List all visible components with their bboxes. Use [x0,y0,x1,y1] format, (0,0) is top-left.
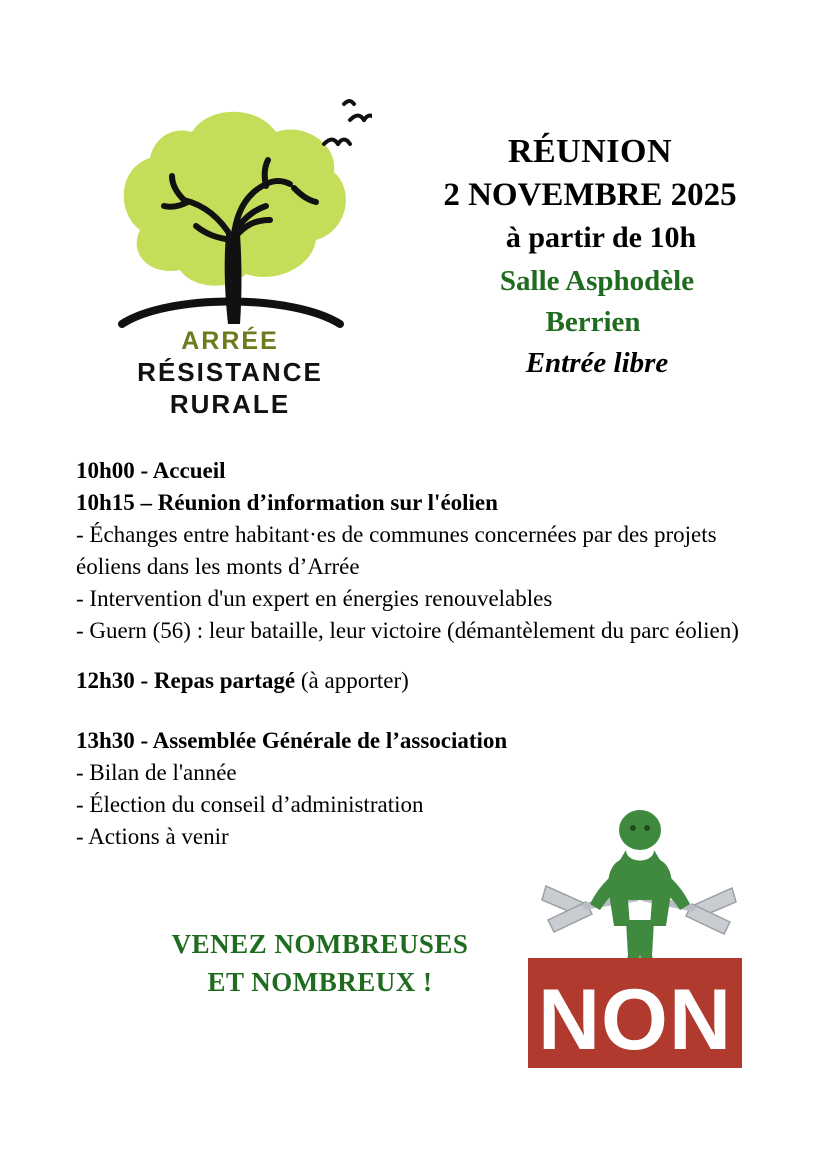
event-city: Berrien [545,306,641,338]
program-item-1-time: 10h00 - [76,458,153,483]
logo [88,88,372,418]
program-bullet-4: - Bilan de l'année [76,760,237,785]
event-date: 2 NOVEMBRE 2025 [443,177,737,213]
non-text: NON [537,972,733,1068]
program-section [76,455,766,853]
logo-line-1: ARRÉE [181,327,279,355]
program-item-1-label: Accueil [152,458,226,483]
program-item-3-note: (à apporter) [295,668,409,693]
logo-line-2: RÉSISTANCE [137,357,323,387]
program-item-3 [76,665,766,697]
non-emblem [528,808,750,1068]
program-item-3-label: 12h30 - Repas partagé [76,668,296,693]
event-entry-note: Entrée libre [525,347,669,379]
event-title: RÉUNION [507,133,673,170]
event-time: à partir de 10h [505,221,697,254]
cta-line-2: ET NOMBREUX ! [207,967,433,997]
call-to-action [110,925,530,1001]
program-item-2: 10h15 – Réunion d’information sur l'éolien [76,490,498,515]
logo-wordmark [88,326,372,420]
program-item-1 [76,455,766,487]
program-bullet-2: - Intervention d'un expert en énergies renouvelables [76,586,553,611]
program-item-4: 13h30 - Assemblée Générale de l’association [76,728,508,753]
program-bullet-6: - Actions à venir [76,824,229,849]
spacer-2 [76,697,766,725]
program-bullet-3: - Guern (56) : leur bataille, leur victoire (démantèlement du parc éolien) [76,618,739,643]
event-title-block [380,130,800,384]
spacer-1 [76,647,766,665]
farmer-with-tools-icon [540,808,740,973]
event-venue: Salle Asphodèle [499,265,695,297]
program-bullet-1: - Échanges entre habitant·es de communes concernées par des projets éoliens dans les monts d’Arrée [76,522,717,579]
tree-logo-icon [88,88,372,348]
cta-line-1: VENEZ NOMBREUSES [171,929,469,959]
logo-line-3: RURALE [169,389,291,419]
poster-header [0,88,826,428]
non-banner [528,958,742,1068]
program-bullet-5: - Élection du conseil d’administration [76,792,424,817]
